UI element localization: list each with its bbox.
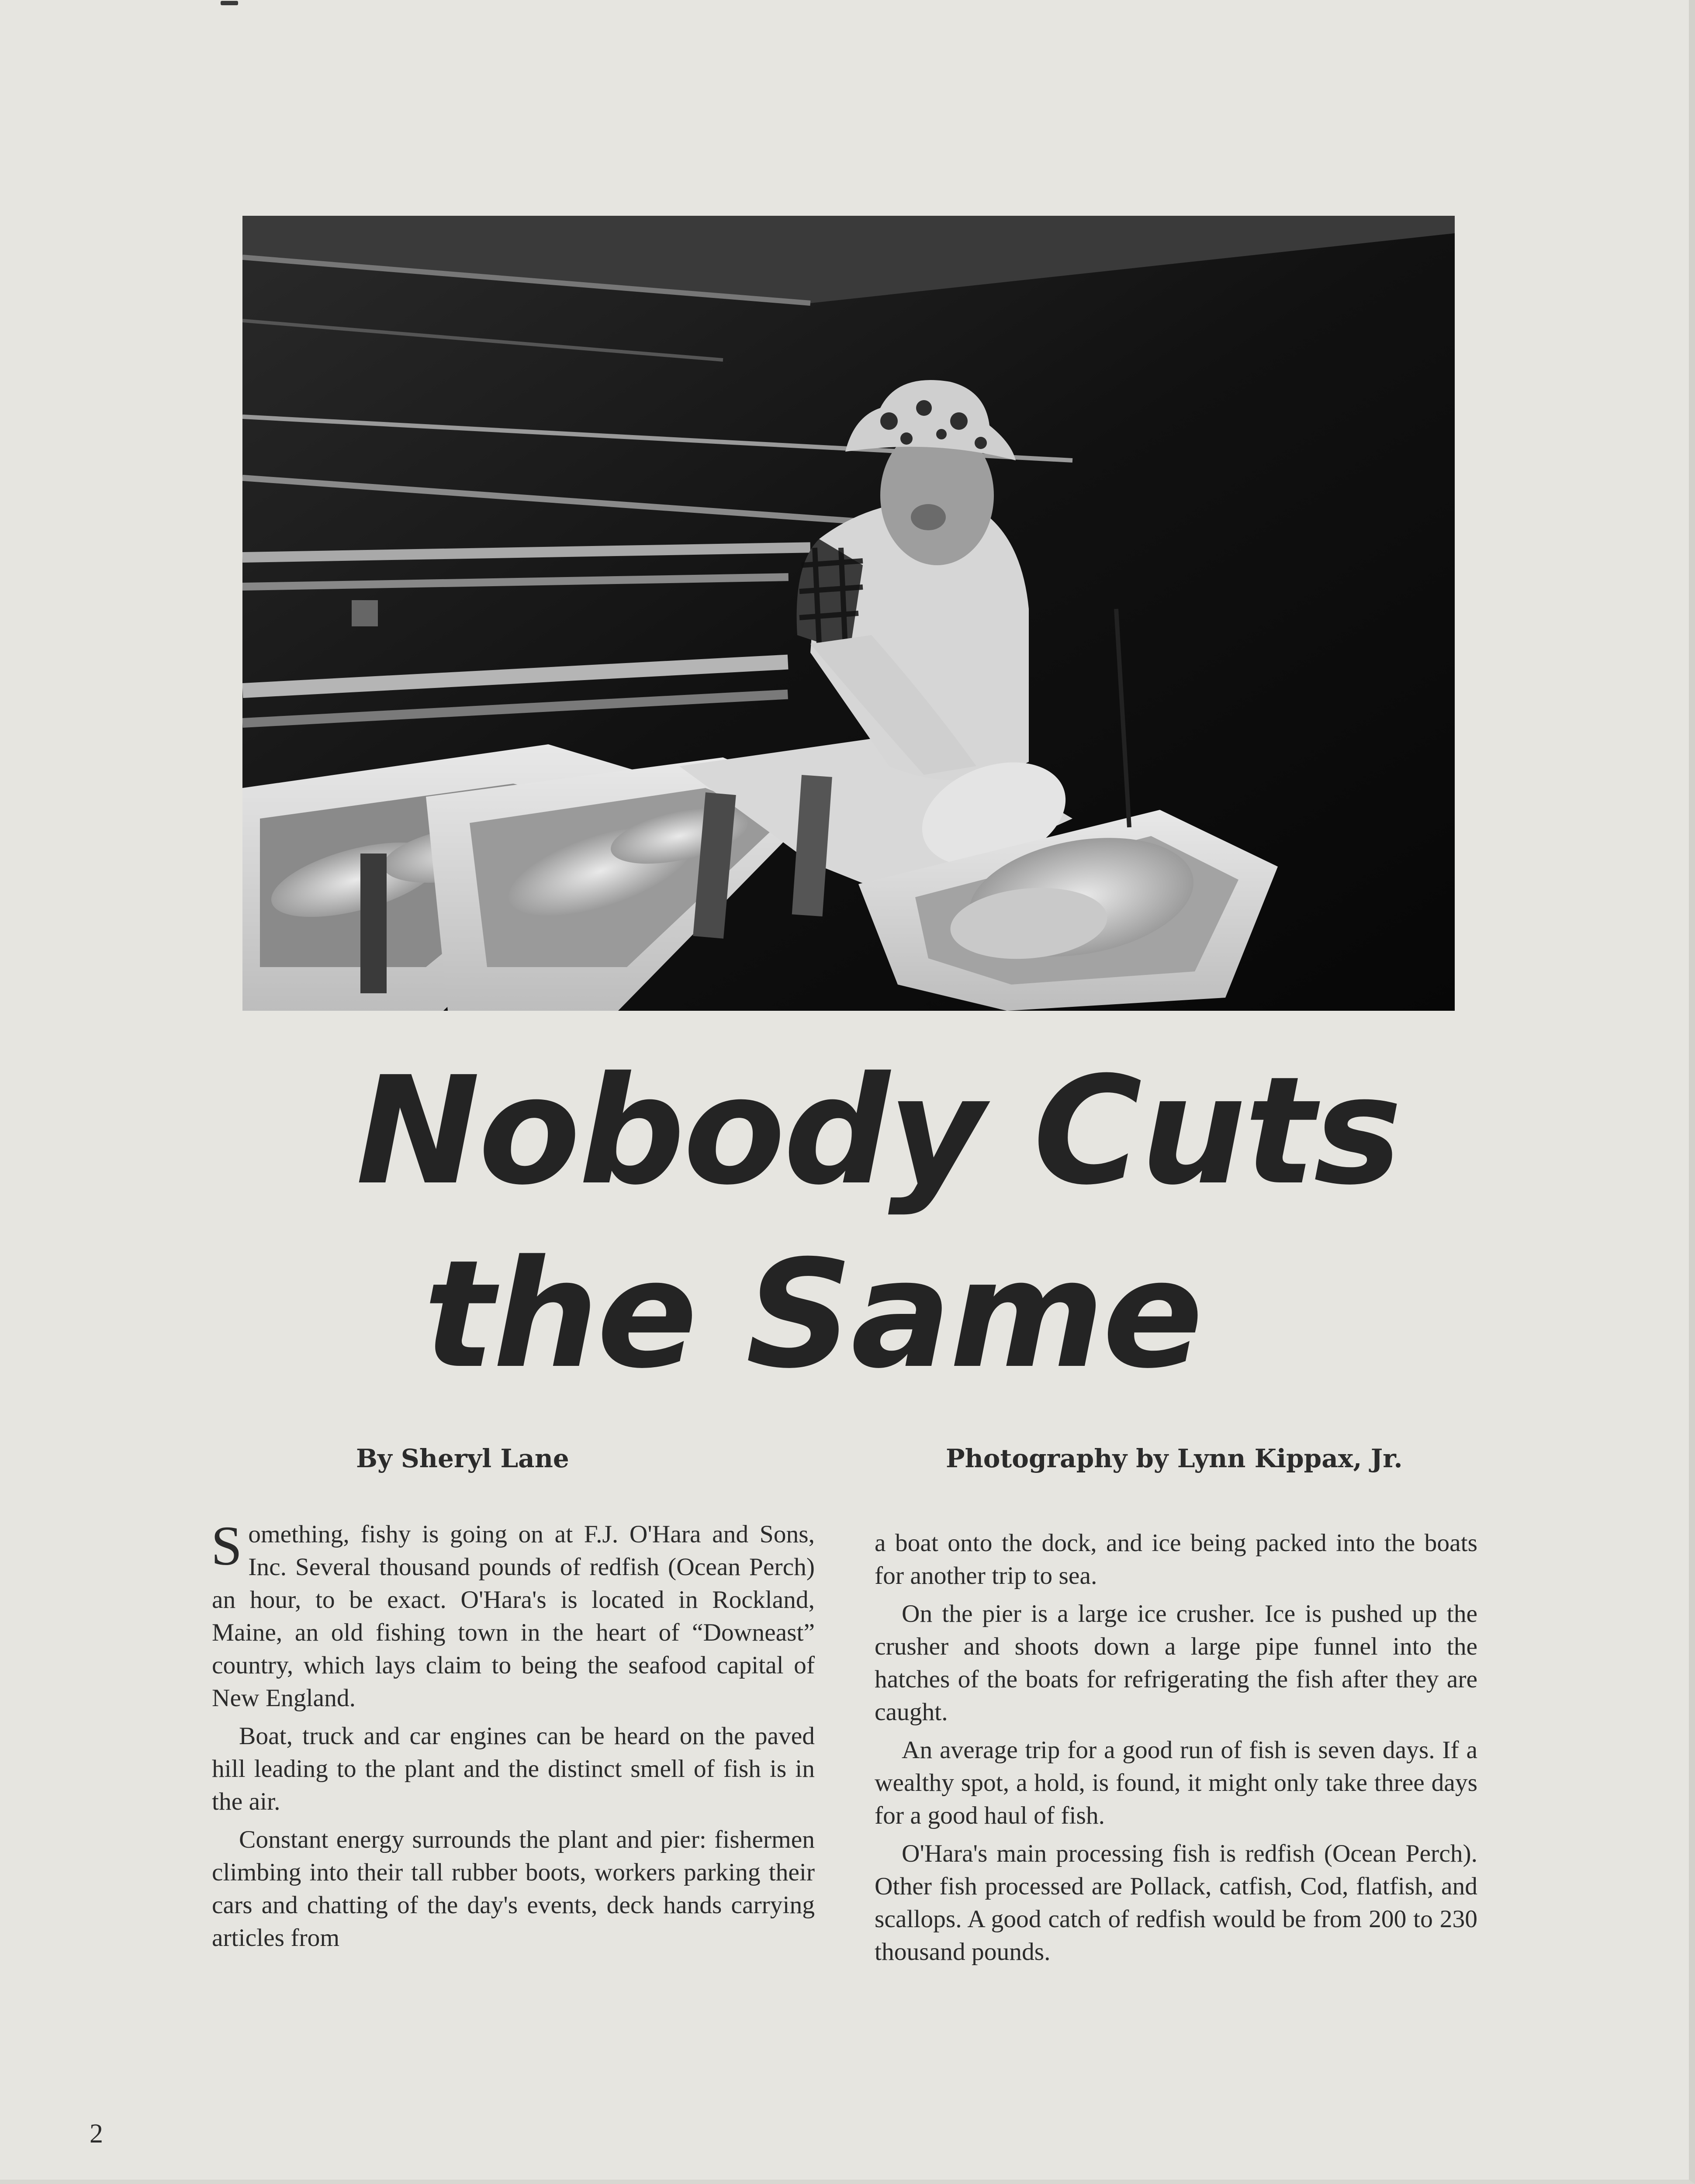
drop-cap: S [211,1515,242,1577]
article-paragraph: Constant energy surrounds the plant and pier: fishermen climbing into their tall rubber boots, workers parking their cars and chatting of the day's events, deck hands carrying articles from [212,1826,815,1952]
paragraph-text: omething, fishy is going on at F.J. O'Hara and Sons, Inc. Several thousand pounds of redfish (Ocean Perch) an hour, to be exact. O'Hara's is located in Rockland, Maine, an old fishing town in the heart of “Downeast” country, which lays claim to being the seafood capital of New England. [212,1521,815,1712]
article-title-line-1: Nobody Cuts [356,1045,1401,1218]
author-byline: By Sheryl Lane [356,1444,569,1473]
photographer-byline: Photography by Lynn Kippax, Jr. [946,1444,1403,1473]
photo-illustration [242,216,1455,1011]
article-paragraph: O'Hara's main processing fish is redfish (Ocean Perch). Other fish processed are Pollack, catfish, Cod, flatfish, and scallops. A good catch of redfish would be from 200 to 230 thousand pounds. [875,1840,1477,1966]
print-speck [221,1,238,5]
article-column-left [211,1515,815,1959]
article-paragraph: Boat, truck and car engines can be heard on the paved hill leading to the plant and the distinct smell of fish is in the air. [212,1722,815,1815]
article-photo [242,216,1455,1011]
page-number: 2 [90,2119,103,2149]
article-paragraph: On the pier is a large ice crusher. Ice is pushed up the crusher and shoots down a large pipe funnel into the hatches of the boats for refrigerating the fish after they are caught. [875,1600,1477,1726]
article-title-line-2: the Same [423,1228,1202,1401]
article-paragraph: a boat onto the dock, and ice being packed into the boats for another trip to sea. [875,1529,1477,1590]
article-paragraph [211,1515,815,1714]
article-column-right [875,1527,1477,1973]
article-paragraph: An average trip for a good run of fish is seven days. If a wealthy spot, a hold, is found, it might only take three days for a good haul of fish. [875,1736,1477,1829]
